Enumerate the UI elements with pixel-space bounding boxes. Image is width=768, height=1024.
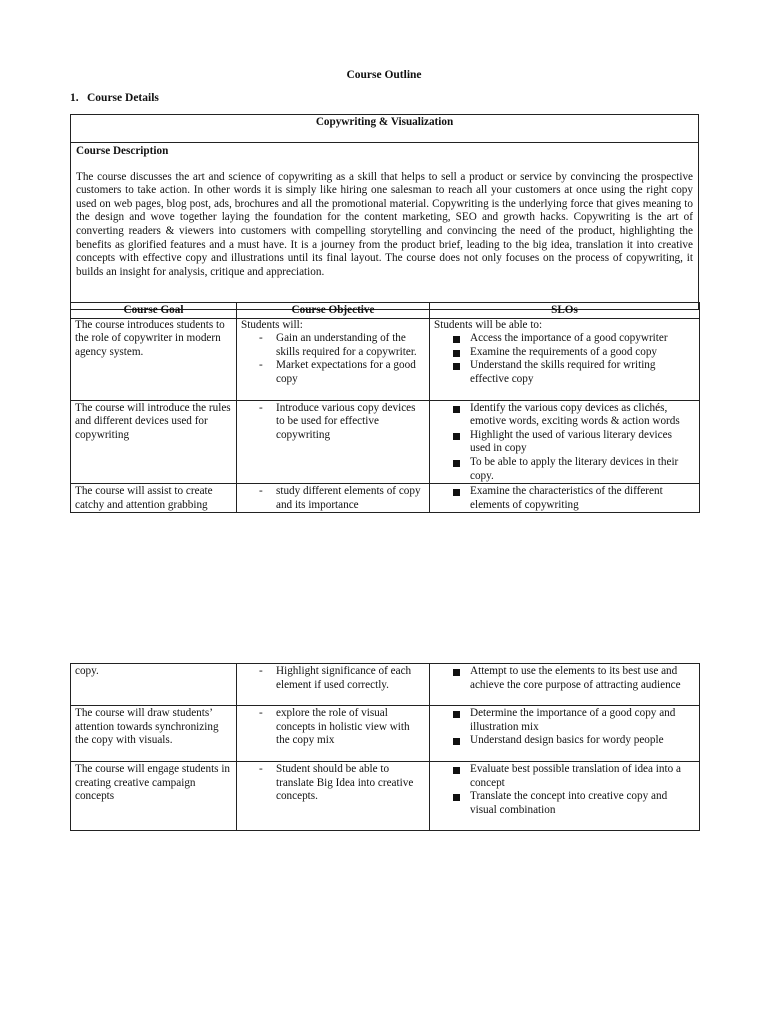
course-name: Copywriting & Visualization	[71, 115, 699, 143]
slo-item: Attempt to use the elements to its best use and achieve the core purpose of attracting audience	[434, 665, 695, 692]
objective-cell	[237, 762, 430, 831]
slo-item: Understand the skills required for writing effective copy	[434, 359, 695, 386]
section-title: Course Details	[87, 92, 159, 104]
slo-item: Access the importance of a good copywriter	[434, 332, 695, 346]
slo-item: Evaluate best possible translation of idea into a concept	[434, 763, 695, 790]
objective-cell	[237, 484, 430, 513]
goal-cell: The course will engage students in creating creative campaign concepts	[71, 762, 237, 831]
section-heading	[70, 92, 159, 106]
slo-item: Identify the various copy devices as clichés, emotive words, exciting words & action words	[434, 402, 695, 429]
objective-item: - study different elements of copy and its importance	[259, 485, 421, 511]
objective-item: - Student should be able to translate Big Idea into creative concepts.	[259, 763, 414, 803]
header-course-goal: Course Goal	[71, 303, 237, 319]
slo-cell	[430, 762, 700, 831]
slo-item: Understand design basics for wordy people	[434, 734, 695, 748]
table-row	[71, 706, 700, 762]
table-row	[71, 484, 700, 513]
slo-item: Determine the importance of a good copy and illustration mix	[434, 707, 695, 734]
objective-cell	[237, 318, 430, 400]
course-info-table	[70, 114, 699, 310]
slo-cell	[430, 664, 700, 706]
slo-item: Examine the characteristics of the different elements of copywriting	[434, 485, 695, 512]
objective-cell	[237, 706, 430, 762]
objective-intro: Students will:	[241, 318, 303, 331]
outcomes-table-page1	[70, 302, 700, 513]
table-row	[71, 664, 700, 706]
header-slos: SLOs	[430, 303, 700, 319]
slo-cell	[430, 706, 700, 762]
objective-item: - Gain an understanding of the skills required for a copywriter.	[259, 332, 417, 358]
slo-item: Translate the concept into creative copy and visual combination	[434, 790, 695, 817]
table-row	[71, 762, 700, 831]
objective-cell	[237, 664, 430, 706]
course-description-heading: Course Description	[76, 145, 169, 157]
course-description-cell	[71, 143, 699, 310]
goal-cell: The course introduces students to the role of copywriter in modern agency system.	[71, 318, 237, 400]
document-title: Course Outline	[346, 69, 422, 81]
slo-item: Highlight the used of various literary devices used in copy	[434, 429, 695, 456]
table-header-row	[71, 303, 700, 319]
slo-item: To be able to apply the literary devices in their copy.	[434, 456, 695, 483]
slo-intro: Students will be able to:	[434, 318, 543, 331]
table-row	[71, 400, 700, 484]
objective-item: - Introduce various copy devices to be used for effective copywriting	[259, 401, 416, 441]
outcomes-table-page2	[70, 663, 700, 831]
goal-cell: The course will draw students’ attention towards synchronizing the copy with visuals.	[71, 706, 237, 762]
goal-cell: The course will assist to create catchy and attention grabbing	[71, 484, 237, 513]
goal-cell: copy.	[71, 664, 237, 706]
slo-cell	[430, 400, 700, 484]
objective-item: - Highlight significance of each element if used correctly.	[259, 665, 412, 691]
table-row	[71, 318, 700, 400]
section-number: 1.	[70, 92, 79, 104]
slo-cell	[430, 484, 700, 513]
course-description-text: The course discusses the art and science of copywriting as a skill that helps to sell a product or service by convincing the prospective customers to take action. In other words it is simply like hiring one salesman to reach all your customers at once using the right copy used on web pages, blog post, ads, brochures and all the promotional material. Copywriting is the underlying force that gives meaning to the design and wove together laying the foundation for the content marketing, SEO and growth hacks. Copywriting is the art of converting readers & viewers into customers with compelling storytelling and convincing the need of the product, highlighting the benefits as glorified features and a must have. It is a journey from the product brief, leading to the big idea, translation it into creative concepts with effective copy and illustrations until its final layout. The course does not only focuses on the process of copywriting, it builds an insight for analysis, critique and appreciation.	[76, 170, 693, 278]
slo-item: Examine the requirements of a good copy	[434, 346, 695, 360]
objective-cell	[237, 400, 430, 484]
header-course-objective: Course Objective	[237, 303, 430, 319]
slo-cell	[430, 318, 700, 400]
goal-cell: The course will introduce the rules and different devices used for copywriting	[71, 400, 237, 484]
objective-item: - Market expectations for a good copy	[259, 359, 416, 385]
objective-item: - explore the role of visual concepts in holistic view with the copy mix	[259, 707, 410, 747]
